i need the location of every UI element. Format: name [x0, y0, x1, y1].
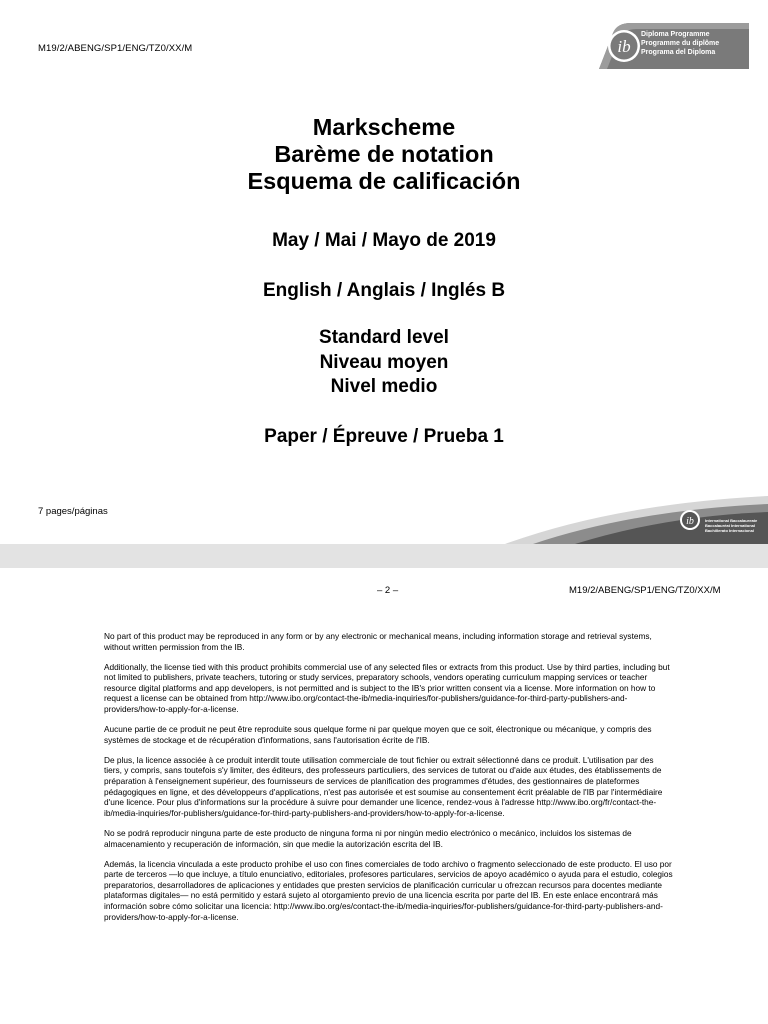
- level-line-3: Nivel medio: [330, 376, 438, 397]
- page-count: 7 pages/páginas: [38, 506, 108, 517]
- ib-logo-lines: [641, 30, 719, 57]
- logo-line-1: Diploma Programme: [641, 31, 710, 38]
- logo-line-3: Programa del Diploma: [641, 49, 716, 56]
- document-title: [0, 114, 768, 195]
- ib-logo-mark: ib: [617, 37, 631, 56]
- exam-paper: Paper / Épreuve / Prueba 1: [264, 426, 504, 447]
- page-2: [0, 568, 768, 1024]
- title-line-3: Esquema de calificación: [247, 168, 521, 194]
- footer-swoosh-banner: [505, 490, 768, 544]
- ib-diploma-logo: [591, 23, 749, 69]
- title-line-2: Barème de notation: [274, 141, 494, 167]
- notice-paragraph: Additionally, the license tied with this product prohibits commercial use of any selected files or extracts from this product. Use by third parties, including but not limited to publishers, private teachers, tutoring or study services, preparatory schools, vendors operating curriculum mapping services or teacher resource digital platforms and app developers, is not permitted and is subject to the IB's prior written consent via a license. More information on how to request a license can be obtained from http://www.ibo.org/contact-the-ib/media-inquiries/for-publishers/guidance-for-third-party-publishers-and-providers/how-to-apply-for-a-license.: [104, 661, 670, 715]
- document-code: M19/2/ABENG/SP1/ENG/TZ0/XX/M: [38, 43, 193, 54]
- footer-logo-line-1: International Baccalaureate: [705, 518, 758, 523]
- notice-paragraph: Aucune partie de ce produit ne peut être reproduite sous quelque forme ni par quelque moyen que ce soit, électronique ou mécanique, y compris des systèmes de stockage et de récupération d'informations, sans l'autorisation écrite de l'IB.: [104, 724, 652, 745]
- notice-paragraph: No part of this product may be reproduced in any form or by any electronic or mechanical means, including information storage and retrieval systems, without written permission from the IB.: [104, 631, 652, 652]
- page-number: – 2 –: [377, 585, 399, 596]
- notice-paragraph: Además, la licencia vinculada a este producto prohíbe el uso con fines comerciales de todo archivo o fragmento seleccionado de este producto. El uso por parte de terceros —lo que incluye, a título enunciativo, editoriales, profesores particulares, servicios de apoyo académico o ayuda para el estudio, colegios preparatorios, desarrolladores de aplicaciones y entidades que presten servicios de planificación curricular u ofrezcan recursos para docentes mediante plataformas digitales— no está permitido y estará sujeto al otorgamiento previo de una licencia escrita por parte del IB. En este enlace encontrará más información sobre cómo solicitar una licencia: http://www.ibo.org/es/contact-the-ib/media-inquiries/for-publishers/guidance-for-third-party-publishers-and-providers/how-to-apply-for-a-license.: [104, 858, 673, 922]
- exam-subject: English / Anglais / Inglés B: [262, 280, 506, 301]
- footer-logo-lines: [705, 518, 757, 533]
- notice-paragraph: De plus, la licence associée à ce produit interdit toute utilisation commerciale de tout fichier ou extrait sélectionné dans ce produit. L'utilisation par des tiers, y compris, sans toutefois s'y limiter, des éditeurs, des professeurs particuliers, des services de tutorat ou d'aide aux études, des établissements de préparation à l'enseignement supérieur, des fournisseurs de services de planification des programmes d'études, des gestionnaires de plateformes pédagogiques en ligne, et des développeurs d'applications, n'est pas autorisée et est soumise au consentement écrit préalable de l'IB par l'intermédiaire d'une licence. Pour plus d'informations sur la procédure à suivre pour demander une licence, rendez-vous à l'adresse http://www.ibo.org/fr/contact-the-ib/media-inquiries/for-publishers/guidance-for-third-party-publishers-and-providers/how-to-apply-for-a-license.: [104, 754, 663, 818]
- exam-session: May / Mai / Mayo de 2019: [272, 230, 496, 251]
- level-line-1: Standard level: [319, 327, 449, 348]
- footer-logo-mark: ib: [686, 516, 694, 527]
- logo-line-2: Programme du diplôme: [641, 40, 720, 47]
- document-code-header: M19/2/ABENG/SP1/ENG/TZ0/XX/M: [569, 585, 721, 596]
- exam-level: [0, 326, 768, 400]
- footer-logo-line-2: Baccalauréat International: [705, 523, 756, 528]
- page-gap: [0, 544, 768, 568]
- swoosh-graphic: [505, 490, 768, 544]
- title-line-1: Markscheme: [312, 114, 456, 140]
- copyright-notice: [104, 631, 673, 932]
- level-line-2: Niveau moyen: [319, 351, 449, 373]
- notice-paragraph: No se podrá reproducir ninguna parte de este producto de ninguna forma ni por ningún medio electrónico o mecánico, incluidos los sistemas de almacenamiento y recuperación de información, sin que medie la autorización escrita del IB.: [104, 827, 632, 849]
- footer-logo-line-3: Bachillerato Internacional: [705, 528, 754, 533]
